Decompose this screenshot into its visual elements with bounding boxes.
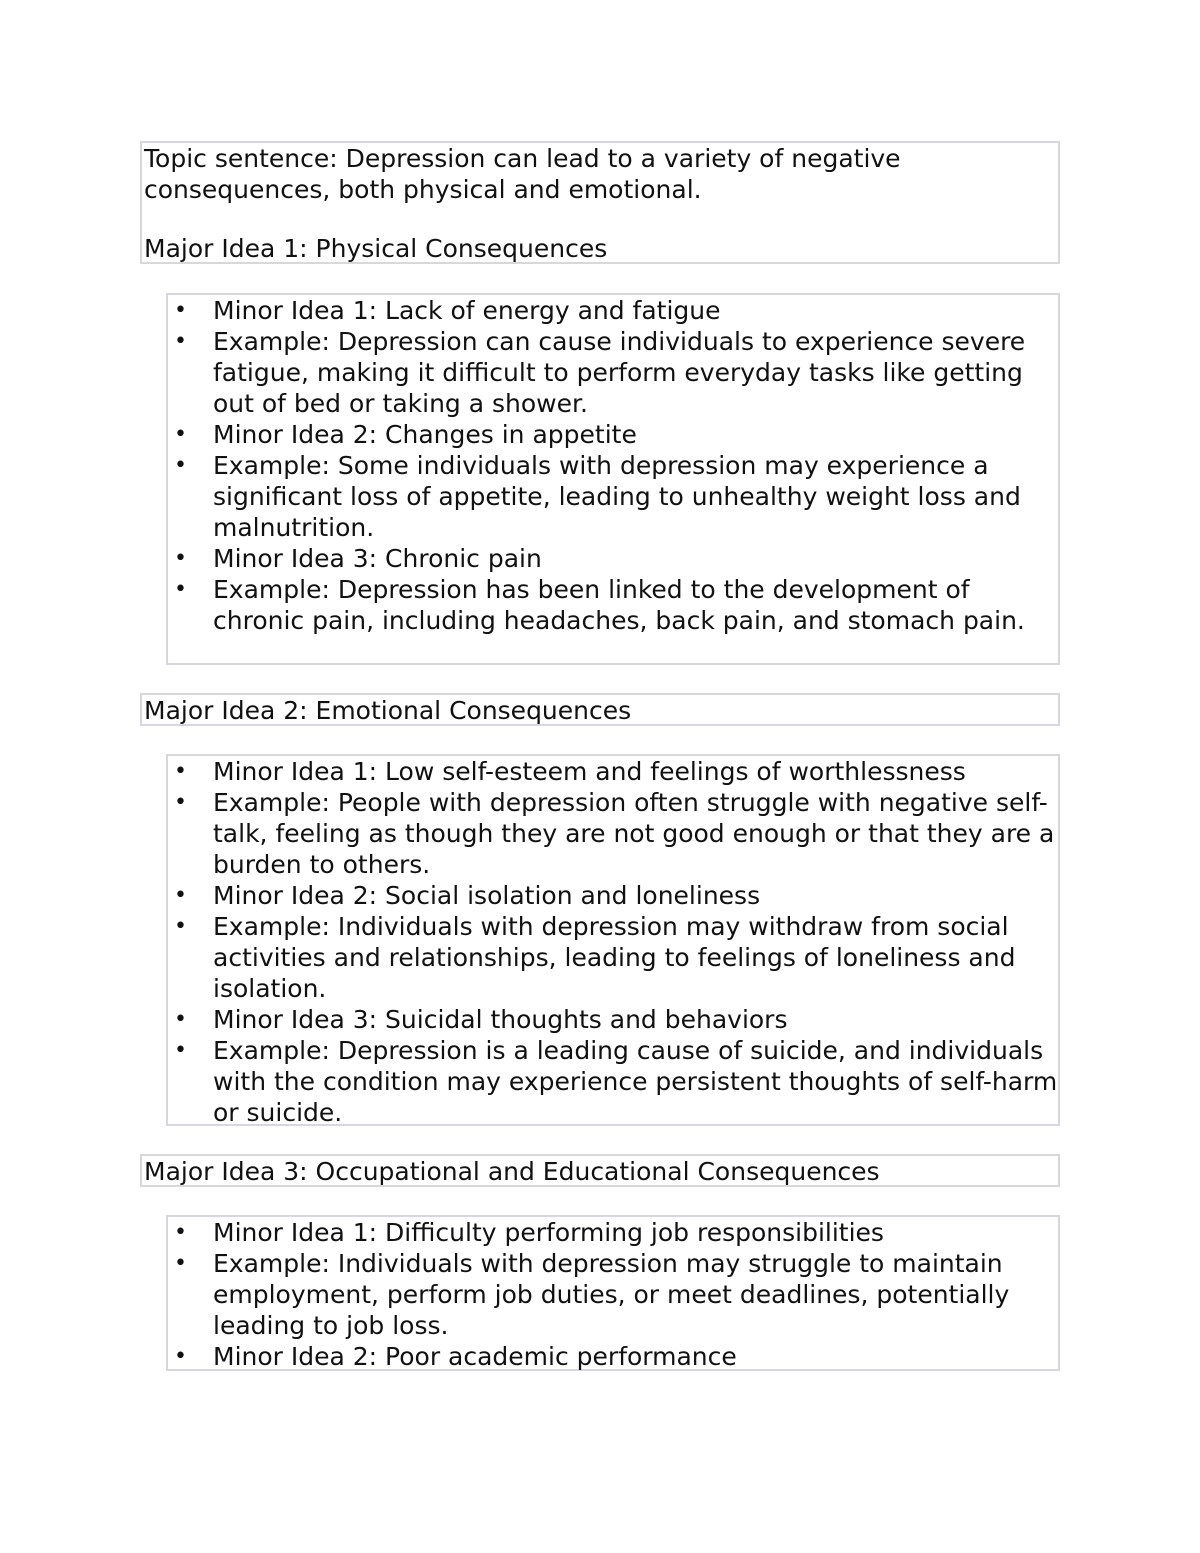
bullet-icon: • <box>174 883 187 908</box>
major-idea-3-heading: Major Idea 3: Occupational and Educational Consequences <box>144 1157 880 1186</box>
list-item <box>168 295 1058 326</box>
major-idea-1-list <box>168 295 1058 636</box>
list-item <box>168 756 1058 787</box>
list-item <box>168 880 1058 911</box>
bullet-icon: • <box>174 1344 187 1369</box>
list-item-text: Example: Some individuals with depression may experience a significant loss of appetite, leading to unhealthy weight loss and malnutrition. <box>213 451 1021 542</box>
major-idea-3-heading-box <box>140 1154 1060 1187</box>
bullet-icon: • <box>174 1220 187 1245</box>
list-item-text: Example: Depression has been linked to the development of chronic pain, including headaches, back pain, and stomach pain. <box>213 575 1025 635</box>
paragraph-gap <box>142 205 1058 233</box>
major-idea-3-list-box <box>166 1215 1060 1371</box>
list-item-text: Minor Idea 2: Social isolation and loneliness <box>213 881 761 910</box>
list-item-text: Example: Individuals with depression may struggle to maintain employment, perform job duties, or meet deadlines, potentially leading to job loss. <box>213 1249 1010 1340</box>
list-item-text: Minor Idea 3: Suicidal thoughts and behaviors <box>213 1005 788 1034</box>
list-item <box>168 1248 1058 1341</box>
topic-sentence: Topic sentence: Depression can lead to a variety of negative consequences, both physical and emotional. <box>144 144 901 204</box>
list-item-text: Minor Idea 1: Lack of energy and fatigue <box>213 296 721 325</box>
list-item <box>168 326 1058 419</box>
major-idea-2-heading-box <box>140 693 1060 726</box>
list-item <box>168 1035 1058 1128</box>
list-item <box>168 450 1058 543</box>
list-item-text: Example: Depression is a leading cause of suicide, and individuals with the condition may experience persistent thoughts of self-harm or suicide. <box>213 1036 1058 1127</box>
list-item <box>168 419 1058 450</box>
major-idea-2-heading: Major Idea 2: Emotional Consequences <box>144 696 632 725</box>
bullet-icon: • <box>174 298 187 323</box>
list-item <box>168 1217 1058 1248</box>
bullet-icon: • <box>174 329 187 354</box>
list-item-text: Minor Idea 2: Changes in appetite <box>213 420 637 449</box>
list-item <box>168 1004 1058 1035</box>
list-item-text: Example: People with depression often struggle with negative self-talk, feeling as though they are not good enough or that they are a burden to others. <box>213 788 1055 879</box>
list-item <box>168 543 1058 574</box>
list-item <box>168 911 1058 1004</box>
list-item <box>168 574 1058 636</box>
major-idea-2-list <box>168 756 1058 1128</box>
list-item-text: Example: Depression can cause individuals to experience severe fatigue, making it difficult to perform everyday tasks like getting out of bed or taking a shower. <box>213 327 1026 418</box>
bullet-icon: • <box>174 546 187 571</box>
major-idea-2-list-box <box>166 754 1060 1126</box>
bullet-icon: • <box>174 1251 187 1276</box>
major-idea-3-list <box>168 1217 1058 1372</box>
major-idea-1-heading: Major Idea 1: Physical Consequences <box>144 234 608 263</box>
bullet-icon: • <box>174 759 187 784</box>
list-item-text: Example: Individuals with depression may withdraw from social activities and relationships, leading to feelings of loneliness and isolation. <box>213 912 1016 1003</box>
bullet-icon: • <box>174 422 187 447</box>
bullet-icon: • <box>174 914 187 939</box>
list-item <box>168 787 1058 880</box>
list-item-text: Minor Idea 3: Chronic pain <box>213 544 542 573</box>
bullet-icon: • <box>174 453 187 478</box>
bullet-icon: • <box>174 1007 187 1032</box>
list-item-text: Minor Idea 1: Difficulty performing job responsibilities <box>213 1218 884 1247</box>
list-item-text: Minor Idea 2: Poor academic performance <box>213 1342 737 1371</box>
list-item <box>168 1341 1058 1372</box>
bullet-icon: • <box>174 1038 187 1063</box>
bullet-icon: • <box>174 577 187 602</box>
list-item-text: Minor Idea 1: Low self-esteem and feelings of worthlessness <box>213 757 966 786</box>
major-idea-1-list-box <box>166 293 1060 665</box>
bullet-icon: • <box>174 790 187 815</box>
topic-box <box>140 141 1060 264</box>
